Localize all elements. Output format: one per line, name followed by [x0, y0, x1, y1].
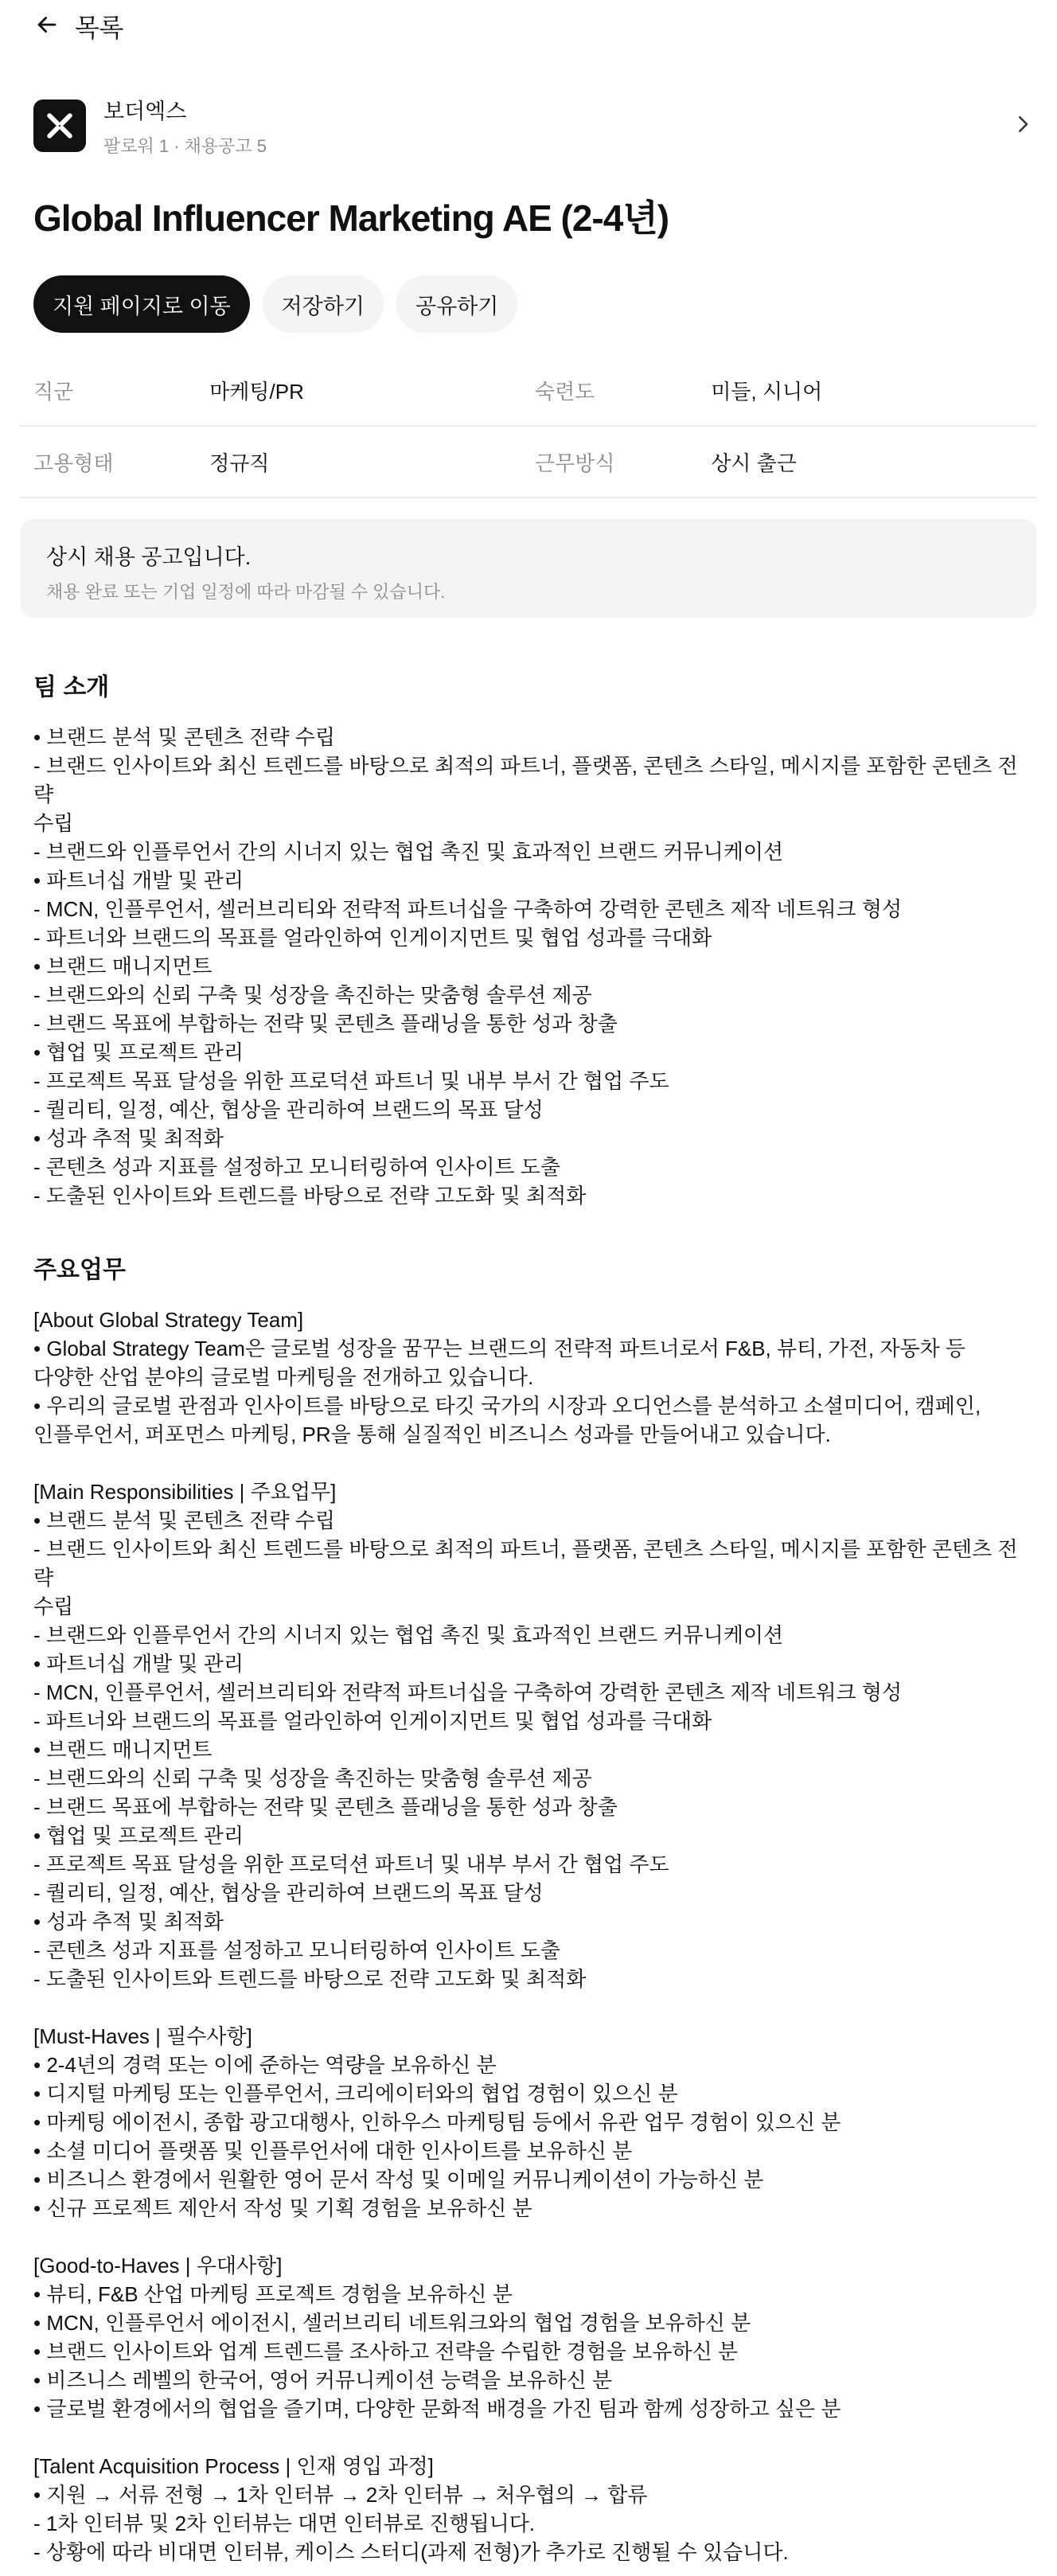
text-line: • 우리의 글로벌 관점과 인사이트를 바탕으로 타깃 국가의 시장과 오디언스를 분석하고 소셜미디어, 캠페인,: [33, 1394, 981, 1418]
text-line: 수립: [33, 811, 74, 835]
text-line: • 소셜 미디어 플랫폼 및 인플루언서에 대한 인사이트를 보유하신 분: [33, 2139, 633, 2163]
paragraph-gap: [33, 2223, 1035, 2251]
text-line: • 뷰티, F&B 산업 마케팅 프로젝트 경험을 보유하신 분: [33, 2282, 513, 2306]
info-label: 고용형태: [33, 451, 114, 475]
back-label: 목록: [75, 14, 123, 42]
text-line: - 도출된 인사이트와 트렌드를 바탕으로 전략 고도화 및 최적화: [33, 1184, 587, 1208]
share-button[interactable]: 공유하기: [396, 275, 517, 333]
text-line: • 비즈니스 환경에서 원활한 영어 문서 작성 및 이메일 커뮤니케이션이 가능하신 분: [33, 2168, 764, 2192]
duties-description: [33, 1306, 1035, 2566]
text-line: • MCN, 인플루언서 에이전시, 셀러브리티 네트워크와의 협업 경험을 보유하신 분: [33, 2311, 751, 2335]
text-line: - 브랜드 인사이트와 최신 트렌드를 바탕으로 최적의 파트너, 플랫폼, 콘텐츠 스타일, 메시지를 포함한 콘텐츠 전략: [33, 1537, 1018, 1590]
text-line: [Talent Acquisition Process | 인재 영입 과정]: [33, 2454, 434, 2478]
text-line: - 프로젝트 목표 달성을 위한 프로덕션 파트너 및 내부 부서 간 협업 주도: [33, 1069, 669, 1093]
text-line: • 파트너십 개발 및 관리: [33, 868, 244, 892]
text-line: 인플루언서, 퍼포먼스 마케팅, PR을 통해 실질적인 비즈니스 성과를 만들어내고 있습니다.: [33, 1423, 831, 1446]
text-line: - 브랜드 인사이트와 최신 트렌드를 바탕으로 최적의 파트너, 플랫폼, 콘텐츠 스타일, 메시지를 포함한 콘텐츠 전략: [33, 754, 1018, 806]
arrow-left-icon: [33, 11, 60, 42]
company-logo: [33, 100, 86, 152]
text-line: - 파트너와 브랜드의 목표를 얼라인하여 인게이지먼트 및 협업 성과를 극대화: [33, 926, 712, 950]
text-line: • 지원 → 서류 전형 → 1차 인터뷰 → 2차 인터뷰 → 처우협의 → 합류: [33, 2483, 648, 2507]
info-row: [19, 355, 1036, 427]
info-value: 정규직: [209, 451, 270, 475]
text-line: • 브랜드 분석 및 콘텐츠 전략 수립: [33, 1509, 335, 1532]
text-line: [About Global Strategy Team]: [33, 1308, 304, 1332]
text-line: [Must-Haves | 필수사항]: [33, 2024, 252, 2048]
text-line: • 브랜드 매니지먼트: [33, 1738, 213, 1762]
text-line: - MCN, 인플루언서, 셀러브리티와 전략적 파트너십을 구축하여 강력한 콘텐츠 제작 네트워크 형성: [33, 1680, 903, 1704]
text-line: [Main Responsibilities | 주요업무]: [33, 1480, 337, 1504]
section-title-team: 팀 소개: [33, 674, 110, 701]
text-line: - 콘텐츠 성과 지표를 설정하고 모니터링하여 인사이트 도출: [33, 1155, 561, 1179]
text-line: • 브랜드 분석 및 콘텐츠 전략 수립: [33, 725, 335, 749]
info-row: [19, 427, 1036, 498]
text-line: 수립: [33, 1594, 74, 1618]
text-line: - 퀄리티, 일정, 예산, 협상을 관리하여 브랜드의 목표 달성: [33, 1098, 544, 1122]
text-line: - 브랜드와 인플루언서 간의 시너지 있는 협업 촉진 및 효과적인 브랜드 커뮤니케이션: [33, 1623, 784, 1647]
notice-title: 상시 채용 공고입니다.: [46, 545, 252, 569]
cross-logo-icon: [42, 108, 77, 143]
text-line: • 마케팅 에이전시, 종합 광고대행사, 인하우스 마케팅팀 등에서 유관 업무 경험이 있으신 분: [33, 2110, 841, 2134]
text-line: • 2-4년의 경력 또는 이에 준하는 역량을 보유하신 분: [33, 2053, 497, 2077]
info-label: 숙련도: [535, 379, 595, 404]
job-info-table: [19, 355, 1036, 498]
text-line: - 브랜드와 인플루언서 간의 시너지 있는 협업 촉진 및 효과적인 브랜드 커뮤니케이션: [33, 840, 784, 864]
info-label: 직군: [33, 379, 74, 404]
text-line: 다양한 산업 분야의 글로벌 마케팅을 전개하고 있습니다.: [33, 1365, 534, 1389]
text-line: • 신규 프로젝트 제안서 작성 및 기획 경험을 보유하신 분: [33, 2196, 532, 2220]
company-meta: 팔로워 1 · 채용공고 5: [103, 136, 267, 156]
notice-box: [21, 519, 1036, 618]
text-line: • 브랜드 인사이트와 업계 트렌드를 조사하고 전략을 수립한 경험을 보유하신 분: [33, 2340, 739, 2363]
text-line: • 비즈니스 레벨의 한국어, 영어 커뮤니케이션 능력을 보유하신 분: [33, 2368, 613, 2392]
apply-button[interactable]: 지원 페이지로 이동: [33, 275, 250, 333]
text-line: • 브랜드 매니지먼트: [33, 954, 213, 978]
text-line: • 성과 추적 및 최적화: [33, 1126, 224, 1150]
paragraph-gap: [33, 2423, 1035, 2452]
chevron-right-icon: [1011, 112, 1035, 140]
text-line: - 브랜드와의 신뢰 구축 및 성장을 촉진하는 맞춤형 솔루션 제공: [33, 1766, 592, 1790]
text-line: - 브랜드와의 신뢰 구축 및 성장을 촉진하는 맞춤형 솔루션 제공: [33, 983, 592, 1007]
text-line: - 도출된 인사이트와 트렌드를 바탕으로 전략 고도화 및 최적화: [33, 1967, 587, 1991]
job-title: Global Influencer Marketing AE (2-4년): [33, 197, 669, 239]
text-line: • Global Strategy Team은 글로벌 성장을 꿈꾸는 브랜드의 전략적 파트너로서 F&B, 뷰티, 가전, 자동차 등: [33, 1337, 966, 1360]
info-value: 미들, 시니어: [711, 379, 823, 404]
company-name: 보더엑스: [103, 100, 187, 123]
text-line: • 협업 및 프로젝트 관리: [33, 1040, 244, 1064]
team-description: [33, 723, 1035, 1210]
text-line: • 성과 추적 및 최적화: [33, 1910, 224, 1934]
paragraph-gap: [33, 1449, 1035, 1477]
text-line: - 브랜드 목표에 부합하는 전략 및 콘텐츠 플래닝을 통한 성과 창출: [33, 1012, 618, 1036]
action-buttons: [33, 275, 1035, 333]
text-line: [Good-to-Haves | 우대사항]: [33, 2254, 283, 2277]
text-line: - MCN, 인플루언서, 셀러브리티와 전략적 파트너십을 구축하여 강력한 콘텐츠 제작 네트워크 형성: [33, 897, 903, 921]
notice-subtitle: 채용 완료 또는 기업 일정에 따라 마감될 수 있습니다.: [46, 582, 446, 602]
text-line: - 콘텐츠 성과 지표를 설정하고 모니터링하여 인사이트 도출: [33, 1938, 561, 1962]
text-line: - 1차 인터뷰 및 2차 인터뷰는 대면 인터뷰로 진행됩니다.: [33, 2512, 536, 2535]
text-line: • 글로벌 환경에서의 협업을 즐기며, 다양한 문화적 배경을 가진 팀과 함께 성장하고 싶은 분: [33, 2397, 841, 2421]
back-button[interactable]: [33, 8, 123, 45]
text-line: • 디지털 마케팅 또는 인플루언서, 크리에이터와의 협업 경험이 있으신 분: [33, 2082, 678, 2106]
save-button[interactable]: 저장하기: [263, 275, 384, 333]
text-line: - 상황에 따라 비대면 인터뷰, 케이스 스터디(과제 전형)가 추가로 진행될 수 있습니다.: [33, 2540, 789, 2564]
section-title-duties: 주요업무: [33, 1257, 126, 1283]
info-value: 마케팅/PR: [209, 379, 304, 404]
text-line: • 파트너십 개발 및 관리: [33, 1652, 244, 1676]
text-line: • 협업 및 프로젝트 관리: [33, 1824, 244, 1848]
paragraph-gap: [33, 1993, 1035, 2022]
text-line: - 퀄리티, 일정, 예산, 협상을 관리하여 브랜드의 목표 달성: [33, 1881, 544, 1905]
info-value: 상시 출근: [711, 451, 797, 475]
text-line: - 파트너와 브랜드의 목표를 얼라인하여 인게이지먼트 및 협업 성과를 극대화: [33, 1709, 712, 1733]
text-line: - 프로젝트 목표 달성을 위한 프로덕션 파트너 및 내부 부서 간 협업 주도: [33, 1852, 669, 1876]
company-row[interactable]: [33, 88, 1035, 164]
info-label: 근무방식: [535, 451, 615, 475]
text-line: - 브랜드 목표에 부합하는 전략 및 콘텐츠 플래닝을 통한 성과 창출: [33, 1795, 618, 1819]
